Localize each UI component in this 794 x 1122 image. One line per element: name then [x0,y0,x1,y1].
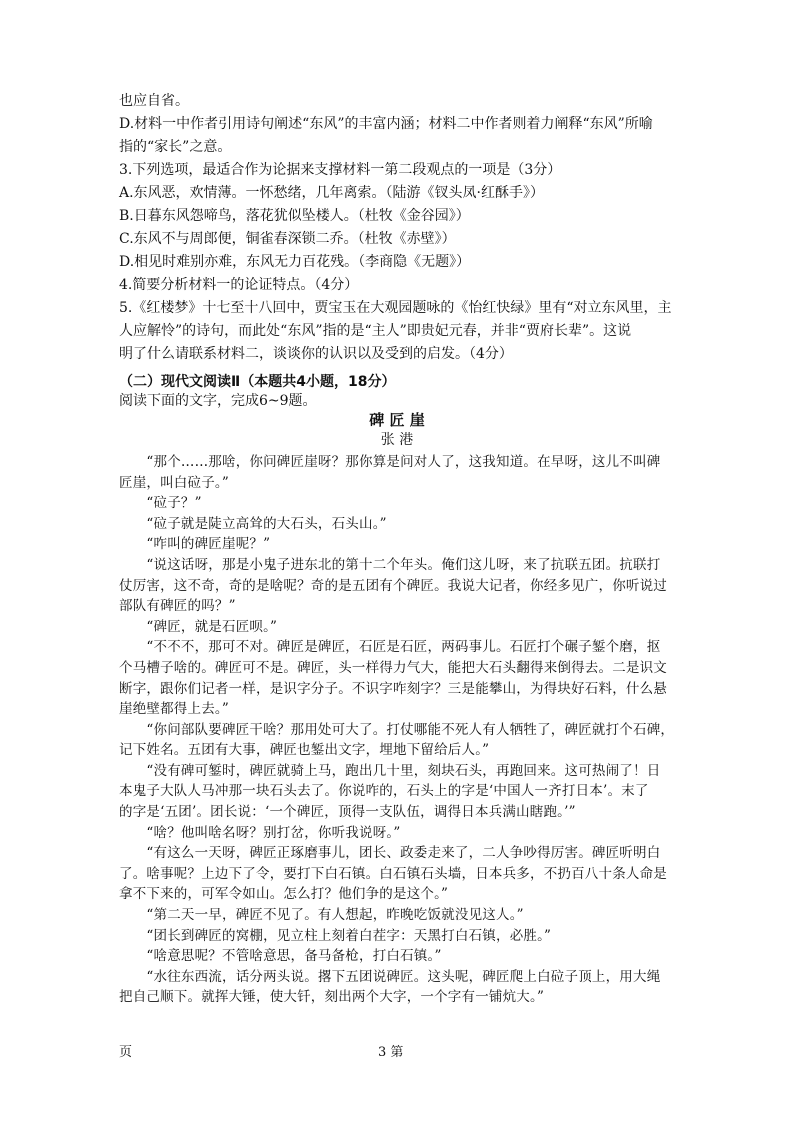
footer-left: 页 [119,1045,133,1060]
story-line: “水往东西流，话分两头说。撂下五团说碑匠。这头呢，碑匠爬上白砬子顶上，用大绳 [119,969,661,985]
story-line: “砬子？” [119,495,202,511]
text-line: 指的“家长”之意。 [119,139,232,155]
story-line: “有这么一天呀，碑匠正琢磨事儿，团长、政委走来了，二人争吵得厉害。碑匠听明白 [119,845,661,861]
story-line: “那个……那啥，你问碑匠崖呀？那你算是问对人了，这我知道。在早呀，这儿不叫碑 [119,454,661,470]
story-line: “啥意思呢？不管啥意思，备马备枪，打白石镇。” [119,948,442,964]
text-line: D.材料一中作者引用诗句阐述“东风”的丰富内涵；材料二中作者则着力阐释“东风”所喻 [119,116,653,132]
question-4: 4.简要分析材料一的论证特点。（4分） [119,277,359,293]
story-line: 部队有碑匠的吗？” [119,598,236,614]
story-line: “没有碑可錾时，碑匠就骑上马，跑出几十里，刻块石头，再跑回来。这可热闹了！日 [119,763,661,779]
story-line: “砬子就是陡立高耸的大石头，石头山。” [119,516,387,532]
story-line: “咋叫的碑匠崖呢？” [119,536,271,552]
story-line: 本鬼子大队人马冲那一块石头去了。你说咋的，石头上的字是‘中国人一齐打日本’。末了 [119,783,649,799]
text-line: 明了什么请联系材料二，谈谈你的认识以及受到的启发。（4分） [119,346,513,362]
story-line: “说这话呀，那是小鬼子进东北的第十二个年头。俺们这儿呀，来了抗联五团。抗联打 [119,557,661,573]
story-title: 碑 匠 崖 [369,411,425,429]
story-author: 张 港 [380,432,414,448]
footer-page-number: 3 第 [378,1045,404,1060]
story-line: “啥？他叫啥名呀？别打岔，你听我说呀。” [119,825,401,841]
text-line: 也应自省。 [119,93,189,109]
option-a: A.东风恶，欢情薄。一怀愁绪，几年离索。（陆游《钗头凤·红酥手》） [119,185,545,201]
story-line: 崖绝壁都得上去。” [119,701,229,717]
story-line: 拿不下来的，可军令如山。怎么打？他们争的是这个。” [119,886,449,902]
text-line: 人应解怜”的诗句，而此处“东风”指的是“主人”即贵妃元春，并非“贾府长辈”。这说 [119,323,632,339]
section-instruction: 阅读下面的文字，完成6~9题。 [119,393,317,409]
option-d: D.相见时难别亦难，东风无力百花残。（李商隐《无题》） [119,254,471,270]
story-line: “不不不，那可不对。碑匠是碑匠，石匠是石匠，两码事儿。石匠打个碾子錾个磨，抠 [119,639,661,655]
story-line: “碑匠，就是石匠呗。” [119,619,278,635]
story-line: 匠崖，叫白砬子。” [119,475,229,491]
option-b: B.日暮东风怨啼鸟，落花犹似坠楼人。（杜牧《金谷园》） [119,208,470,224]
story-line: “团长到碑匠的窝棚，见立柱上刻着白茬字：天黑打白石镇，必胜。” [119,928,552,944]
story-line: 的字是‘五团’。团长说：‘一个碑匠，顶得一支队伍，调得日本兵满山瞎跑。’” [119,804,576,820]
story-line: 把自己顺下。就挥大锤，使大钎，刻出两个大字，一个字有一铺炕大。” [119,989,545,1005]
question-3: 3.下列选项，最适合作为论据来支撑材料一第二段观点的一项是（3分） [119,162,562,178]
option-c: C.东风不与周郎便，铜雀春深锁二乔。（杜牧《赤壁》） [119,231,456,247]
story-line: 记下姓名。五团有大事，碑匠也錾出文字，埋地下留给后人。” [119,742,490,758]
story-line: “第二天一早，碑匠不见了。有人想起，昨晚吃饭就没见这人。” [119,907,524,923]
story-line: 仗厉害，这不奇，奇的是啥呢？奇的是五团有个碑匠。我说大记者，你经多见广，你听说过 [119,578,667,594]
story-line: 了。啥事呢？上边下了令，要打下白石镇。白石镇石头墙，日本兵多，不扔百八十条人命是 [119,866,667,882]
question-5: 5.《红楼梦》十七至十八回中，贾宝玉在大观园题咏的《怡红快绿》里有“对立东风里，主 [119,300,672,316]
section-heading: （二）现代文阅读Ⅱ（本题共4小题，18分） [119,374,396,390]
story-line: “你问部队要碑匠干啥？那用处可大了。打仗哪能不死人有人牺牲了，碑匠就打个石碑， [119,722,675,738]
story-line: 断字，跟你们记者一样，是识字分子。不识字咋刻字？三是能攀山，为得块好石料，什么悬 [119,681,667,697]
story-line: 个马槽子啥的。碑匠可不是。碑匠，头一样得力气大，能把大石头翻得来倒得去。二是识文 [119,660,667,676]
